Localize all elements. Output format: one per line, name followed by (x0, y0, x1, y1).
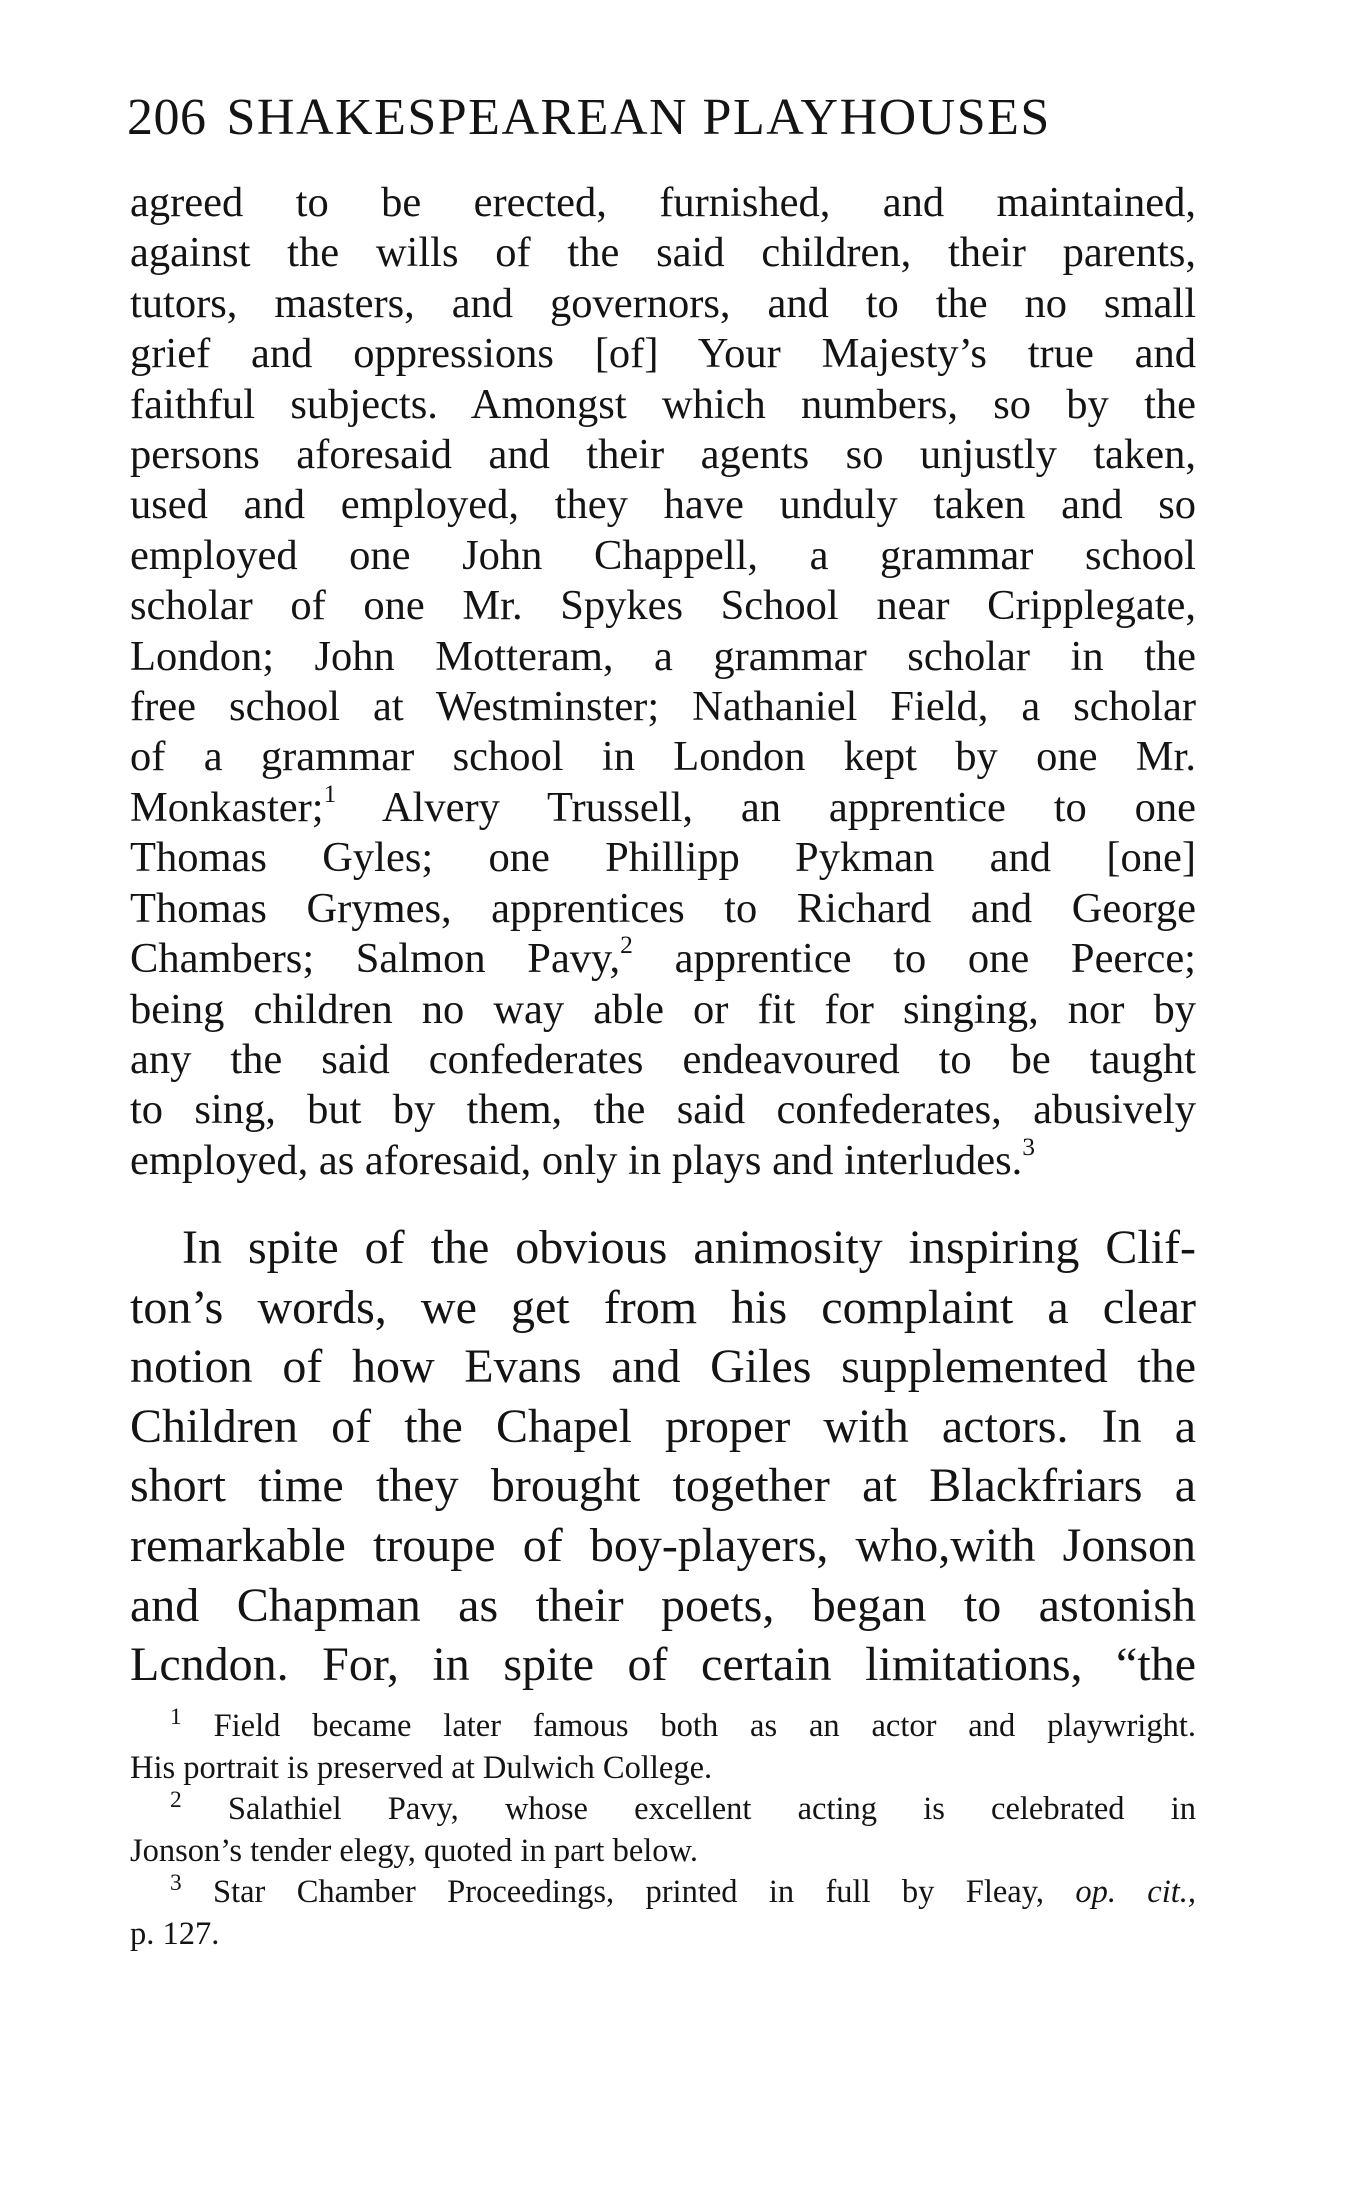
quote-line: tutors, masters, and governors, and to the no small (130, 279, 1196, 327)
footnotes (130, 1706, 1196, 1956)
body-line: and Chapman as their poets, began to astonish (130, 1578, 1196, 1632)
quote-line-part: apprentice to one Peerce; (674, 935, 1196, 983)
footnote-text: Field became later famous both as an actor and playwright. (213, 1708, 1196, 1744)
footnote-3-cont: p. 127. (130, 1915, 220, 1952)
quote-line-part: Alvery Trussell, an apprentice to one (381, 783, 1197, 831)
quote-line: against the wills of the said children, their parents, (130, 229, 1196, 277)
quote-line: to sing, but by them, the said confederates, abusively (130, 1086, 1196, 1134)
quote-line (130, 1131, 1196, 1186)
quote-line-part: Monkaster; (130, 783, 324, 831)
body-line: In spite of the obvious animosity inspiring Clif- (182, 1221, 1196, 1274)
quote-line: faithful subjects. Amongst which numbers, so by the (130, 380, 1196, 428)
quote-line: any the said confederates endeavoured to be taught (130, 1035, 1196, 1083)
quote-line (130, 930, 1196, 984)
quote-line: London; John Motteram, a grammar scholar in the (130, 632, 1196, 680)
footnote-2 (130, 1789, 1196, 1831)
body-line: ton’s words, we get from his complaint a clear (130, 1280, 1196, 1334)
footnote-1-cont: His portrait is preserved at Dulwich College. (130, 1749, 713, 1786)
page-number: 206 (127, 89, 207, 146)
quote-line: Thomas Grymes, apprentices to Richard and George (130, 884, 1196, 932)
quote-line: of a grammar school in London kept by one Mr. (130, 733, 1196, 781)
quote-line: scholar of one Mr. Spykes School near Cripplegate, (130, 582, 1196, 630)
footnote-2-cont: Jonson’s tender elegy, quoted in part below. (130, 1832, 699, 1869)
body-line: notion of how Evans and Giles supplemented the (130, 1340, 1196, 1394)
running-title: SHAKESPEAREAN PLAYHOUSES (226, 89, 1051, 146)
quote-line-part: employed, as aforesaid, only in plays and interludes. (130, 1136, 1023, 1184)
quote-line (130, 778, 1197, 833)
quote-line: used and employed, they have unduly taken and so (130, 481, 1196, 529)
footnote-mark: 3 (170, 1870, 182, 1897)
footnote-text: Star Chamber Proceedings, printed in full by Fleay, (213, 1874, 1044, 1911)
body-line: Lcndon. For, in spite of certain limitations, “the (130, 1638, 1196, 1692)
footnote-1 (130, 1706, 1196, 1748)
body-line: Children of the Chapel proper with actors. In a (130, 1399, 1196, 1453)
footnote-citation: op. cit., (1075, 1874, 1196, 1911)
footnote-mark: 1 (170, 1704, 182, 1731)
running-head (127, 88, 1207, 148)
body-line: remarkable troupe of boy-players, who,with Jonson (130, 1518, 1196, 1572)
quote-line: persons aforesaid and their agents so unjustly taken, (130, 431, 1196, 479)
footnote-ref: 3 (1022, 1131, 1036, 1161)
footnote-text: Salathiel Pavy, whose excellent acting is celebrated in (227, 1791, 1196, 1828)
quote-line: agreed to be erected, furnished, and maintained, (130, 179, 1196, 226)
body-paragraph (130, 1218, 1196, 1695)
quote-line-part: Chambers; Salmon Pavy, (130, 935, 621, 983)
quote-line: employed one John Chappell, a grammar school (130, 531, 1196, 579)
block-quote (130, 178, 1196, 1186)
footnote-mark: 2 (170, 1787, 182, 1814)
quote-line: Thomas Gyles; one Phillipp Pykman and [one] (130, 834, 1196, 882)
footnote-ref: 2 (620, 930, 633, 960)
body-line: short time they brought together at Blackfriars a (130, 1459, 1196, 1513)
quote-line: being children no way able or fit for singing, nor by (130, 985, 1196, 1033)
quote-line: grief and oppressions [of] Your Majesty’s true and (130, 330, 1196, 378)
footnote-3 (130, 1872, 1196, 1914)
footnote-ref: 1 (323, 778, 337, 808)
quote-line: free school at Westminster; Nathaniel Field, a scholar (130, 683, 1196, 731)
